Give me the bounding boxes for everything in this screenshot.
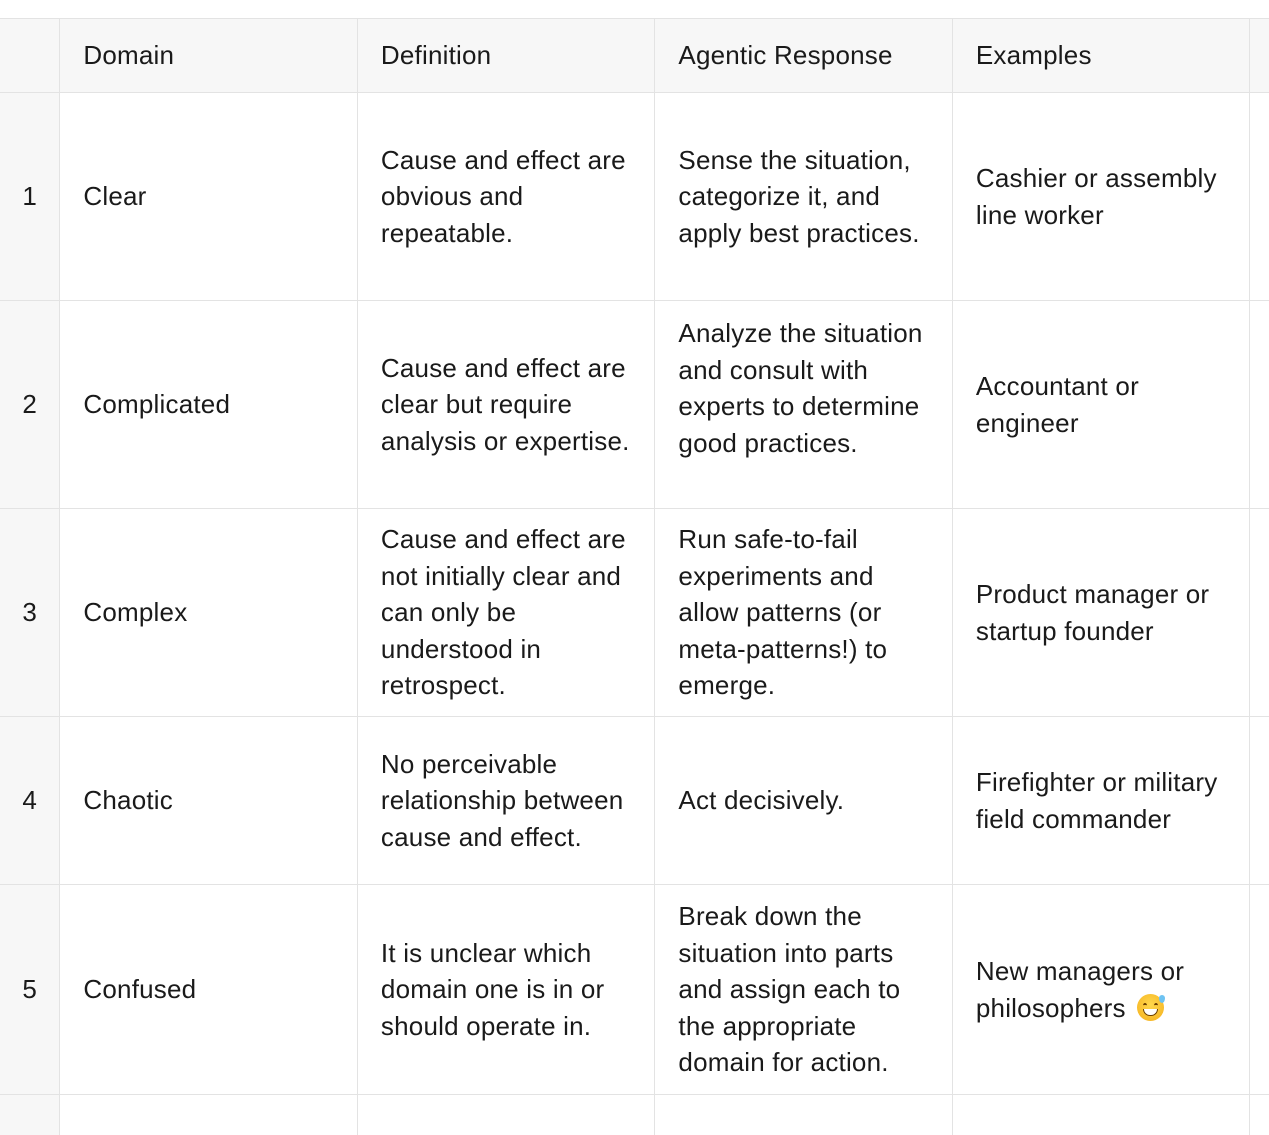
cell-domain[interactable]: Complex (60, 509, 358, 716)
column-header-examples[interactable] (953, 19, 1250, 92)
cell-domain[interactable]: Confused (60, 885, 358, 1094)
cell-domain[interactable]: Clear (60, 93, 358, 300)
column-header-label: Domain (83, 40, 175, 71)
spreadsheet-table (0, 18, 1269, 1135)
column-header-domain[interactable] (60, 19, 358, 92)
cell-extra[interactable] (1250, 1095, 1269, 1135)
row-number-header[interactable] (0, 19, 60, 92)
cell-definition[interactable]: It is unclear which domain one is in or should operate in. (358, 885, 655, 1094)
cell-agentic-response[interactable]: Run safe-to-fail experiments and allow patterns (or meta-patterns!) to emerge. (655, 509, 952, 716)
cell-examples[interactable]: Cashier or assembly line worker (953, 93, 1250, 300)
cell-agentic-response[interactable]: Sense the situation, categorize it, and apply best practices. (655, 93, 952, 300)
grinning-face-with-sweat-icon (1137, 994, 1164, 1021)
cell-agentic-response[interactable]: Break down the situation into parts and assign each to the appropriate domain for action. (655, 885, 952, 1094)
cell-agentic-response[interactable] (655, 1095, 952, 1135)
cell-examples[interactable]: Accountant or engineer (953, 301, 1250, 508)
cell-definition[interactable]: No perceivable relationship between cause and effect. (358, 717, 655, 884)
table-row-empty (0, 1095, 1269, 1135)
cell-extra[interactable] (1250, 301, 1269, 508)
cell-agentic-response[interactable]: Analyze the situation and consult with experts to determine good practices. (655, 301, 952, 508)
cell-examples[interactable]: Product manager or startup founder (953, 509, 1250, 716)
column-header-label: Definition (380, 40, 492, 71)
column-header-label: Examples (975, 40, 1092, 71)
row-number[interactable]: 1 (0, 93, 60, 300)
cell-extra[interactable] (1250, 93, 1269, 300)
row-number[interactable]: 4 (0, 717, 60, 884)
cell-domain[interactable]: Chaotic (60, 717, 358, 884)
cell-extra[interactable] (1250, 717, 1269, 884)
cell-examples[interactable]: Firefighter or military field commander (953, 717, 1250, 884)
table-row (0, 885, 1269, 1095)
column-header-extra[interactable] (1250, 19, 1269, 92)
column-header-label: Agentic Response (678, 40, 893, 71)
cell-agentic-response[interactable]: Act decisively. (655, 717, 952, 884)
cell-definition[interactable]: Cause and effect are obvious and repeatable. (358, 93, 655, 300)
cell-examples[interactable]: New managers or philosophers (953, 885, 1250, 1094)
row-number[interactable]: 5 (0, 885, 60, 1094)
table-row (0, 509, 1269, 717)
cell-domain[interactable] (60, 1095, 358, 1135)
cell-domain[interactable]: Complicated (60, 301, 358, 508)
table-row (0, 717, 1269, 885)
cell-definition[interactable]: Cause and effect are not initially clear and can only be understood in retrospect. (358, 509, 655, 716)
cell-extra[interactable] (1250, 509, 1269, 716)
row-number[interactable] (0, 1095, 60, 1135)
cell-definition[interactable]: Cause and effect are clear but require analysis or expertise. (358, 301, 655, 508)
cell-examples[interactable] (953, 1095, 1250, 1135)
cell-extra[interactable] (1250, 885, 1269, 1094)
cell-definition[interactable] (358, 1095, 655, 1135)
table-header-row (0, 19, 1269, 93)
row-number[interactable]: 3 (0, 509, 60, 716)
column-header-agentic-response[interactable] (655, 19, 952, 92)
column-header-definition[interactable] (358, 19, 655, 92)
table-row (0, 93, 1269, 301)
row-number[interactable]: 2 (0, 301, 60, 508)
table-row (0, 301, 1269, 509)
